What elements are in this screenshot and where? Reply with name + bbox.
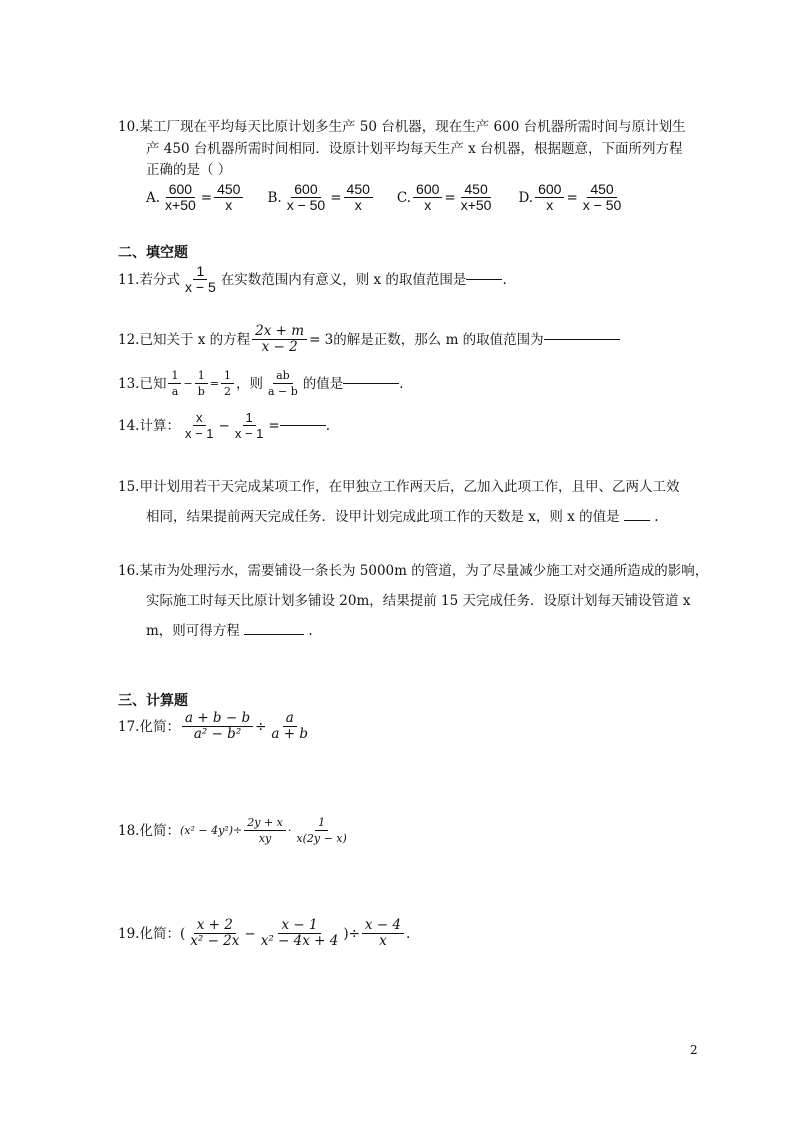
q11-fraction: $\frac{1}{x - 5}$ (184, 263, 216, 295)
minus: − (183, 376, 193, 390)
equals: = (268, 417, 280, 434)
q19-end: . (406, 925, 411, 942)
option-left-fraction: $\frac{600}{x}$ (535, 182, 564, 213)
q10-option-d (518, 182, 626, 213)
q13-fraction-4: $\frac{ab}{a - b}$ (267, 369, 298, 398)
answer-blank[interactable] (244, 634, 304, 635)
q13-prefix: 13.已知 (118, 375, 167, 392)
q12-fraction: $\frac{2x + m}{x - 2}$ (252, 324, 307, 355)
option-left-fraction: $\frac{600}{x+50}$ (165, 181, 196, 213)
q16-end: . (308, 623, 313, 639)
q11-text: 在实数范围内有意义，则 x 的取值范围是 (220, 271, 467, 288)
q18-fraction-1: $\frac{2y + x}{xy}$ (244, 815, 286, 846)
option-right-fraction: $\frac{450}{x}$ (214, 182, 243, 213)
q10-line3: 正确的是（ ） (146, 162, 232, 178)
equals: = (566, 189, 578, 206)
q14-fraction-1: $\frac{x}{x - 1}$ (184, 410, 214, 441)
q12-text: 的解是正数，那么 m 的取值范围为 (333, 331, 544, 348)
option-label: B. (267, 189, 282, 206)
q12 (118, 324, 620, 355)
q13-fraction-1: $\frac{1}{a}$ (168, 368, 181, 399)
page-number: 2 (690, 1043, 698, 1057)
q15-text: 相同，结果提前两天完成任务．设甲计划完成此项工作的天数是 x，则 x 的值是 (146, 509, 620, 525)
equals: = (330, 189, 342, 206)
q19-prefix: 19.化简： (118, 925, 180, 942)
q15-line1: 15.甲计划用若干天完成某项工作，在甲独立工作两天后，乙加入此项工作，且甲、乙两人工效 (118, 479, 680, 495)
answer-blank[interactable] (624, 520, 650, 521)
answer-blank[interactable] (544, 339, 620, 340)
option-right-fraction: $\frac{450}{x - 50}$ (582, 181, 622, 213)
minus: − (244, 925, 256, 942)
divide: ÷ (348, 925, 360, 942)
q15-line2 (146, 508, 659, 526)
option-label: C. (396, 189, 412, 206)
q19 (118, 918, 410, 949)
q13-fraction-2: $\frac{1}{b}$ (195, 368, 208, 399)
q16-line2: 实际施工时每天比原计划多铺设 20m，结果提前 15 天完成任务．设原计划每天铺设管道 x (146, 593, 691, 609)
q11 (118, 264, 507, 295)
option-left-fraction: $\frac{600}{x}$ (413, 182, 442, 213)
answer-blank[interactable] (466, 279, 502, 280)
q19-fraction-1: $\frac{x + 2}{\text{x² − 2x}}$ (190, 917, 240, 949)
q17-fraction-2: $\frac{a}{a + b}$ (271, 710, 309, 742)
q11-end: . (502, 271, 507, 288)
q10-options (146, 182, 648, 213)
q17 (118, 711, 313, 742)
option-label: A. (146, 189, 161, 206)
option-right-fraction: $\frac{450}{x}$ (344, 182, 373, 213)
q13-end: . (399, 375, 404, 392)
q12-equals: = 3 (309, 331, 334, 348)
q18-fraction-2: $\frac{1}{x(2y - x)}$ (296, 816, 347, 845)
equals: = (209, 376, 219, 390)
option-label: D. (518, 189, 534, 206)
multiply: · (287, 823, 292, 837)
minus: − (218, 417, 230, 434)
q16-line1: 16.某市为处理污水，需要铺设一条长为 5000m 的管道，为了尽量减少施工对交通所造成的影响， (118, 563, 709, 579)
q14-end: . (325, 417, 330, 434)
divide: ÷ (255, 718, 267, 735)
q10-option-c (397, 182, 497, 213)
q19-fraction-2: $\frac{x - 1}{\text{x² − 4x + 4}}$ (260, 917, 339, 949)
q17-fraction-1: $\frac{a + b - b}{\text{a² − b²}}$ (182, 711, 253, 742)
q18-prefix: 18.化简： (118, 822, 180, 839)
q18 (118, 815, 352, 846)
section-title-fill-in: 二、填空题 (118, 245, 188, 261)
q16-line3 (146, 622, 313, 640)
q12-prefix: 12.已知关于 x 的方程 (118, 331, 251, 348)
option-right-fraction: $\frac{450}{x+50}$ (460, 181, 492, 213)
equals: = (200, 189, 213, 206)
section-title-calculation: 三、计算题 (118, 693, 188, 709)
q10-line2: 产 450 台机器所需时间相同．设原计划平均每天生产 x 台机器，根据题意，下面所列方程 (146, 141, 683, 157)
q16-text: m，则可得方程 (146, 623, 240, 639)
q11-prefix: 11.若分式 (118, 271, 180, 288)
option-left-fraction: $\frac{600}{x - 50}$ (286, 181, 326, 213)
q19-fraction-3: $\frac{x - 4}{x}$ (362, 918, 404, 949)
q17-prefix: 17.化简： (118, 718, 180, 735)
divide: ÷ (233, 823, 243, 837)
q14 (118, 410, 330, 441)
answer-blank[interactable] (343, 383, 399, 384)
q10-option-a (146, 182, 245, 213)
right-paren: ) (343, 925, 349, 942)
q13-text: 的值是 (302, 375, 344, 392)
equals: = (444, 189, 456, 206)
q13-fraction-3: $\frac{1}{2}$ (221, 368, 234, 399)
q10-option-b (267, 182, 374, 213)
q14-prefix: 14.计算： (118, 417, 180, 434)
q15-end: . (654, 509, 659, 525)
q10-line1: 10.某工厂现在平均每天比原计划多生产 50 台机器，现在生产 600 台机器所需时间与原计划生 (118, 119, 686, 135)
q18-polynomial: (x² − 4y²) (179, 823, 234, 837)
q14-fraction-2: $\frac{1}{x - 1}$ (234, 410, 264, 441)
answer-blank[interactable] (280, 425, 326, 426)
left-paren: ( (179, 925, 186, 942)
q13-mid: ，则 (235, 375, 263, 392)
q13 (118, 368, 404, 399)
